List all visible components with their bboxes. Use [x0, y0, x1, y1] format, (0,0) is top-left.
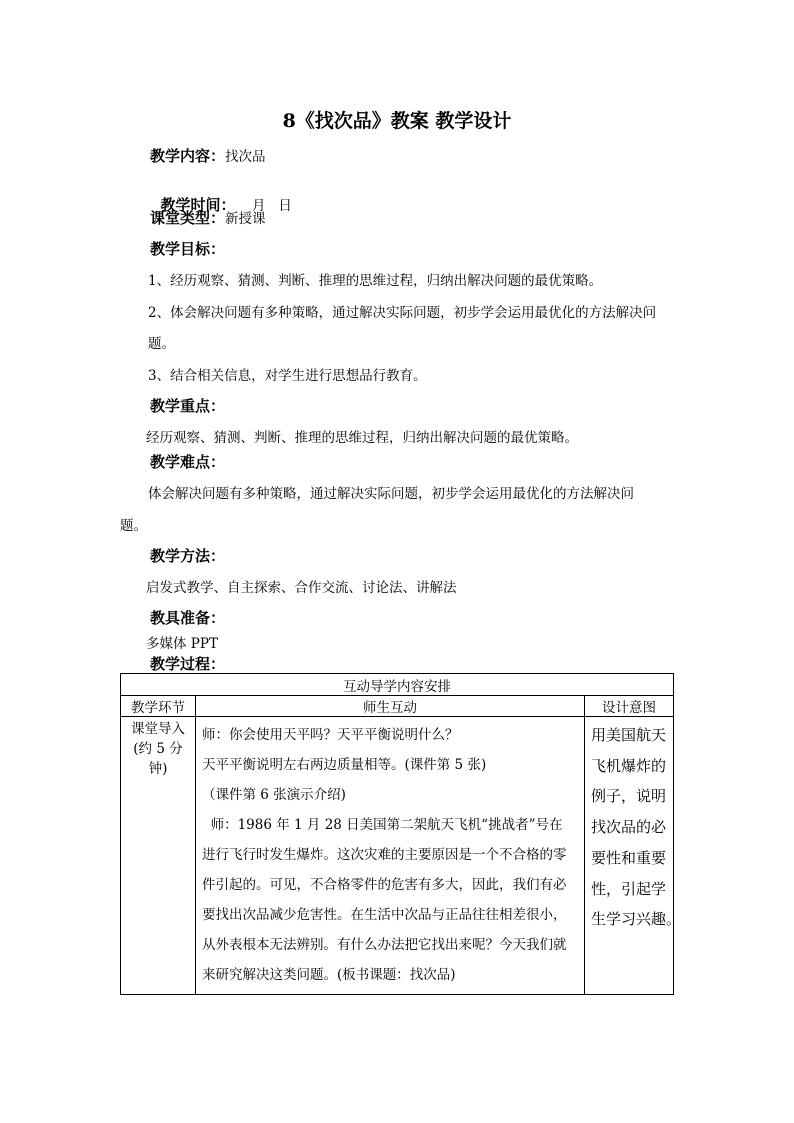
interaction-line: 天平平衡说明左右两边质量相等。(课件第 5 张)	[202, 757, 487, 773]
methods-label: 教学方法：	[150, 547, 226, 565]
content-heading	[150, 145, 266, 166]
interaction-table	[120, 673, 682, 995]
type-heading	[150, 207, 266, 228]
interaction-line: 进行飞行时发生爆炸。这次灾难的主要原因是一个不合格的零	[202, 847, 567, 863]
intent-cell	[585, 717, 682, 995]
goals-label: 教学目标：	[150, 240, 226, 258]
page-title: 8《找次品》教案 教学设计	[282, 110, 512, 132]
interaction-line: 来研究解决这类问题。(板书课题：找次品)	[202, 967, 456, 983]
table-row	[121, 717, 674, 995]
stage-cell	[121, 717, 196, 995]
time-label: 教学时间：	[160, 196, 236, 214]
header-interaction: 师生互动	[196, 696, 585, 717]
table-caption: 互动导学内容安排	[121, 674, 674, 696]
content-label: 教学内容：	[150, 147, 226, 165]
process-label: 教学过程：	[150, 655, 226, 673]
table-caption-row	[121, 674, 674, 696]
intent-line: 要性和重要	[591, 848, 667, 867]
intent-line: 生学习兴趣。	[591, 910, 682, 929]
methods-text: 启发式教学、自主探索、合作交流、讨论法、讲解法	[146, 580, 457, 596]
key-points-label: 教学重点：	[150, 397, 226, 415]
intent-line: 性，引起学	[591, 879, 667, 898]
goal-line: 3、结合相关信息，对学生进行思想品行教育。	[148, 368, 427, 384]
intent-line: 飞机爆炸的	[591, 756, 667, 775]
interaction-cell	[196, 717, 585, 995]
interaction-line: 要找出次品减少危害性。在生活中次品与正品往往相差很小，	[202, 907, 567, 923]
stage-text: 钟)	[148, 761, 168, 777]
tools-label: 教具准备：	[150, 609, 226, 627]
interaction-line: 件引起的。可见，不合格零件的危害有多大，因此，我们有必	[202, 877, 567, 893]
interaction-line: （课件第 6 张演示介绍)	[202, 787, 346, 803]
content-value: 找次品	[225, 149, 266, 165]
interaction-line: 师：1986 年 1 月 28 日美国第二架航天飞机“挑战者”号在	[202, 817, 563, 833]
difficulties-line: 体会解决问题有多种策略，通过解决实际问题，初步学会运用最优化的方法解决问	[148, 486, 634, 502]
goal-line: 2、体会解决问题有多种策略，通过解决实际问题，初步学会运用最优化的方法解决问	[148, 305, 657, 321]
interaction-line: 师：你会使用天平吗？天平平衡说明什么？	[202, 727, 459, 743]
table-header-row	[121, 696, 674, 717]
intent-line: 用美国航天	[591, 726, 667, 744]
difficulties-line: 题。	[120, 518, 147, 534]
intent-line: 例子，说明	[591, 787, 667, 806]
interaction-line: 从外表根本无法辨别。有什么办法把它找出来呢？今天我们就	[202, 937, 567, 953]
goal-line: 题。	[148, 336, 175, 352]
header-intent: 设计意图	[585, 696, 674, 717]
stage-text: (约 5 分	[133, 741, 183, 757]
intent-line: 找次品的必	[591, 818, 667, 837]
difficulties-label: 教学难点：	[150, 453, 226, 471]
tools-text: 多媒体 PPT	[146, 636, 218, 652]
time-value: 月 日	[243, 198, 292, 214]
stage-text: 课堂导入	[131, 721, 185, 737]
goal-line: 1、经历观察、猜测、判断、推理的思维过程，归纳出解决问题的最优策略。	[148, 273, 603, 289]
header-stage: 教学环节	[121, 696, 196, 717]
type-value: 新授课	[225, 211, 266, 227]
type-label: 课堂类型：	[150, 209, 226, 227]
key-points-text: 经历观察、猜测、判断、推理的思维过程，归纳出解决问题的最优策略。	[146, 430, 578, 446]
